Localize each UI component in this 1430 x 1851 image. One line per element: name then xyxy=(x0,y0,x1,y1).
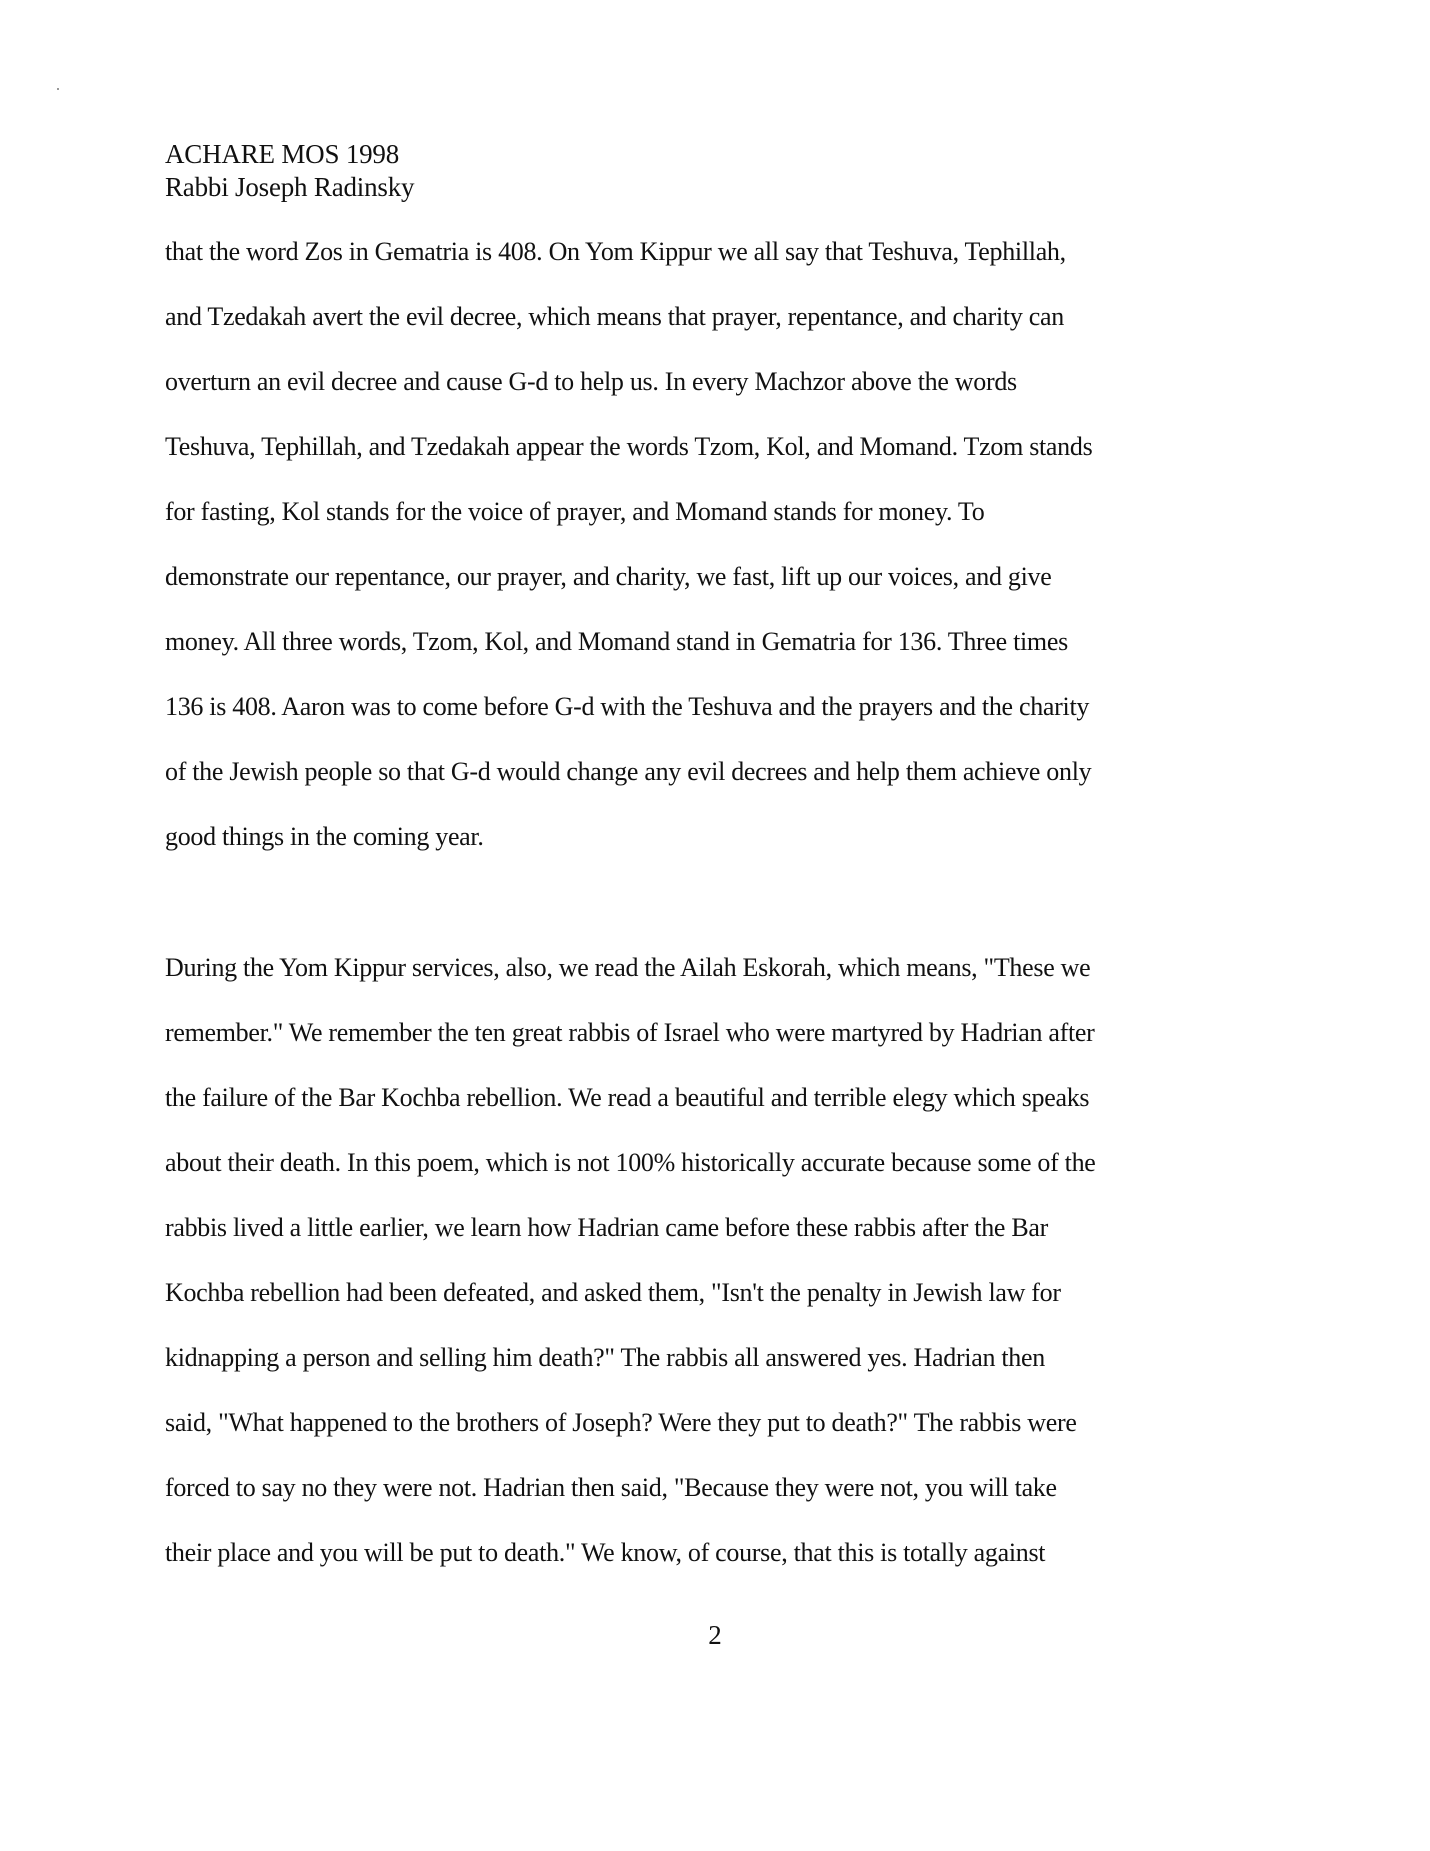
paragraph-1-line-5: for fasting, Kol stands for the voice of prayer, and Momand stands for money. To xyxy=(165,497,985,526)
paragraph-1-line-3: overturn an evil decree and cause G-d to help us. In every Machzor above the words xyxy=(165,367,1017,396)
document-author: Rabbi Joseph Radinsky xyxy=(165,172,415,202)
paragraph-1-line-10: good things in the coming year. xyxy=(165,822,484,851)
paragraph-2-line-6: Kochba rebellion had been defeated, and asked them, "Isn't the penalty in Jewish law for xyxy=(165,1278,1061,1307)
paragraph-2-line-3: the failure of the Bar Kochba rebellion. We read a beautiful and terrible elegy which speaks xyxy=(165,1083,1090,1112)
paragraph-1-line-2: and Tzedakah avert the evil decree, which means that prayer, repentance, and charity can xyxy=(165,302,1064,331)
paragraph-2-line-10: their place and you will be put to death." We know, of course, that this is totally against xyxy=(165,1538,1046,1567)
paragraph-1-line-6: demonstrate our repentance, our prayer, and charity, we fast, lift up our voices, and give xyxy=(165,562,1052,591)
paragraph-2-line-1: During the Yom Kippur services, also, we read the Ailah Eskorah, which means, "These we xyxy=(165,953,1091,982)
paragraph-2-line-2: remember." We remember the ten great rabbis of Israel who were martyred by Hadrian after xyxy=(165,1018,1095,1047)
document-header xyxy=(165,138,965,204)
paragraph-2-line-8: said, "What happened to the brothers of Joseph? Were they put to death?" The rabbis were xyxy=(165,1408,1077,1437)
scan-speck xyxy=(57,88,59,90)
paragraph-2-line-7: kidnapping a person and selling him death?" The rabbis all answered yes. Hadrian then xyxy=(165,1343,1045,1372)
paragraph-1-line-9: of the Jewish people so that G-d would change any evil decrees and help them achieve only xyxy=(165,757,1092,786)
paragraph-1-line-1: that the word Zos in Gematria is 408. On Yom Kippur we all say that Teshuva, Tephillah, xyxy=(165,237,1066,266)
paragraph-1-line-7: money. All three words, Tzom, Kol, and Momand stand in Gematria for 136. Three times xyxy=(165,627,1068,656)
paragraph-1-line-8: 136 is 408. Aaron was to come before G-d with the Teshuva and the prayers and the charity xyxy=(165,692,1090,721)
document-title: ACHARE MOS 1998 xyxy=(165,139,400,169)
paragraph-1-line-4: Teshuva, Tephillah, and Tzedakah appear the words Tzom, Kol, and Momand. Tzom stands xyxy=(165,432,1093,461)
page-number: 2 xyxy=(708,1620,722,1650)
paragraph-2-line-5: rabbis lived a little earlier, we learn how Hadrian came before these rabbis after the Bar xyxy=(165,1213,1048,1242)
paragraph-2-line-4: about their death. In this poem, which is not 100% historically accurate because some of the xyxy=(165,1148,1096,1177)
paragraph-2-line-9: forced to say no they were not. Hadrian then said, "Because they were not, you will take xyxy=(165,1473,1057,1502)
